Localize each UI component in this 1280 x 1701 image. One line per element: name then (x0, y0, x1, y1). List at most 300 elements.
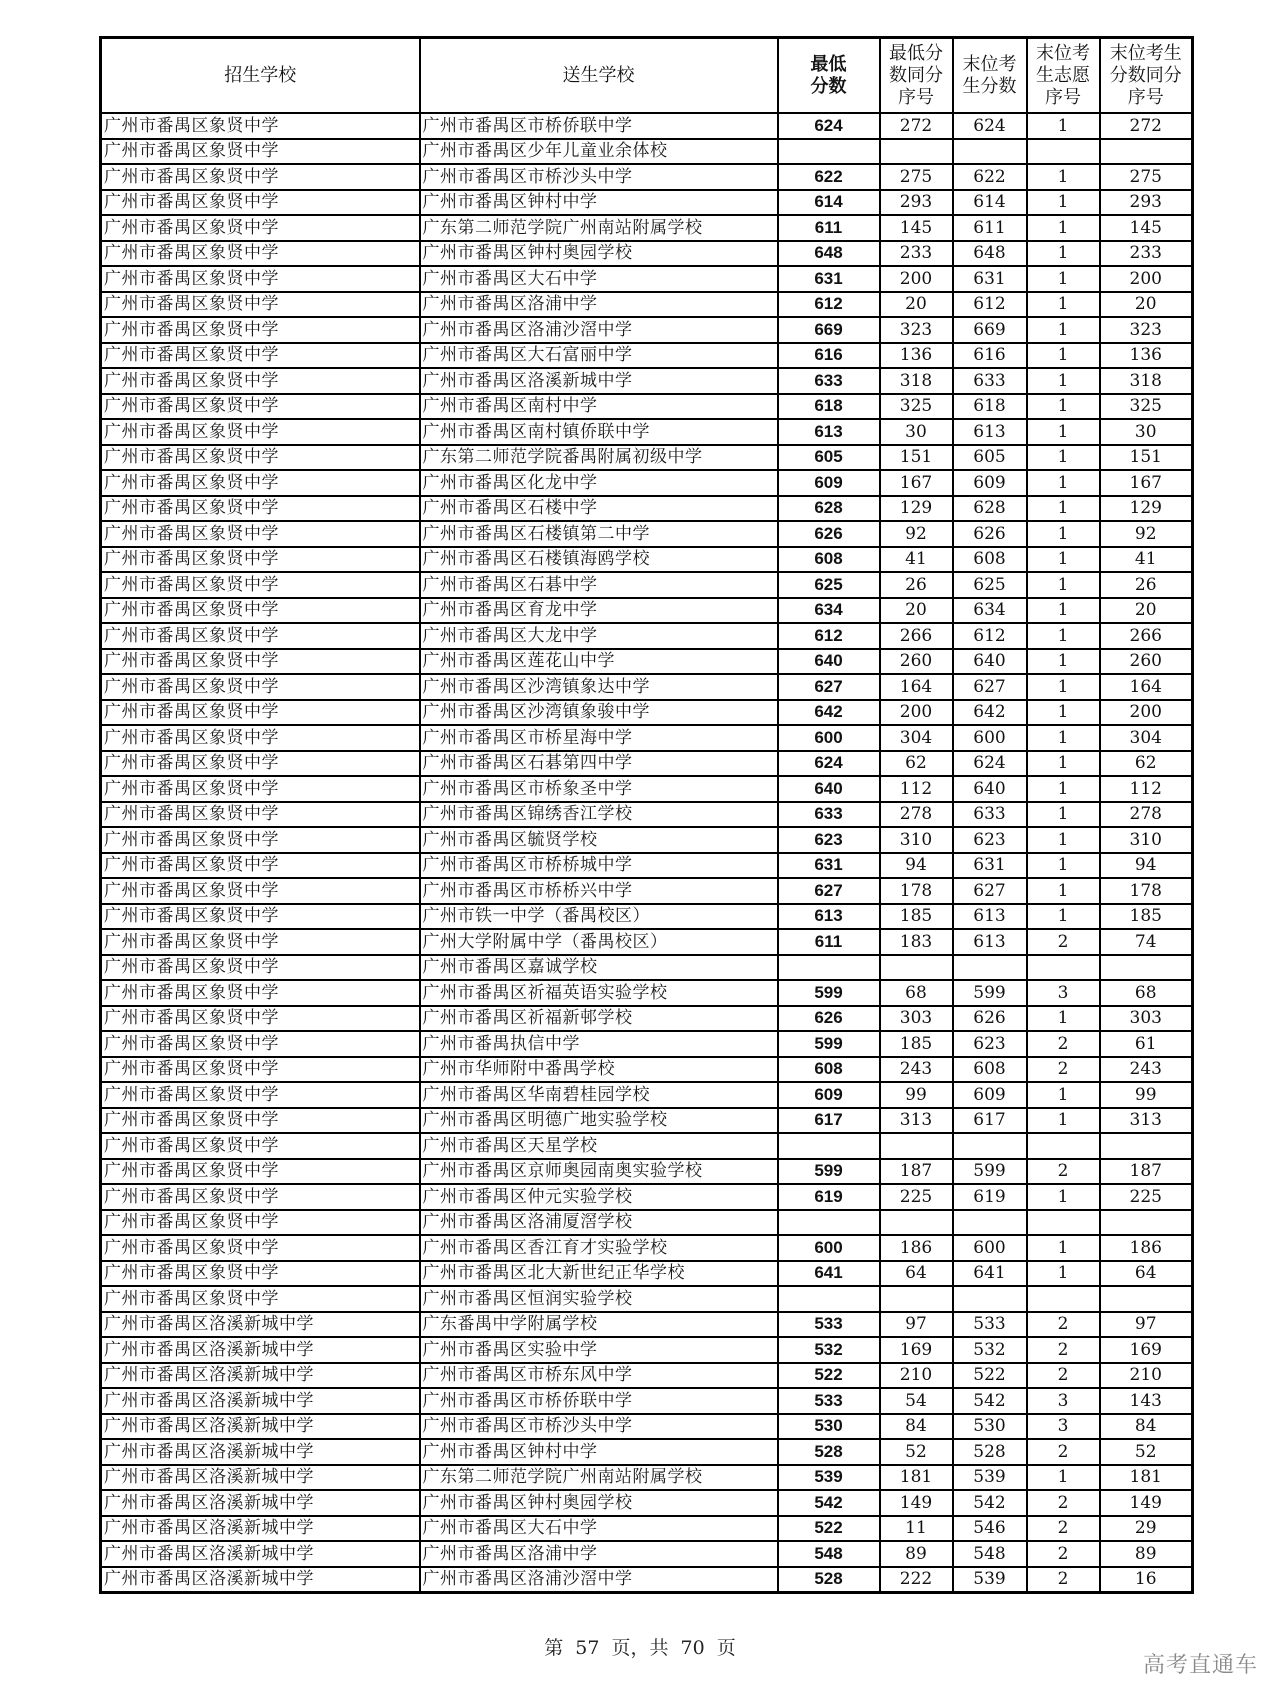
cell-sending-school: 广州市番禺区石楼镇海鸥学校 (420, 547, 778, 573)
table-row (101, 1388, 1193, 1414)
cell-min-score-rank: 129 (880, 496, 953, 522)
cell-last-rank: 94 (1100, 853, 1193, 879)
cell-last-rank: 145 (1100, 215, 1193, 241)
cell-last-score: 532 (953, 1337, 1027, 1363)
header-last-rank-label: 末位考生分数同分序号 (1109, 42, 1182, 108)
cell-min-score: 622 (778, 164, 880, 190)
cell-min-score (778, 1286, 880, 1312)
cell-sending-school: 广州市番禺区南村镇侨联中学 (420, 419, 778, 445)
cell-min-score-rank: 185 (880, 904, 953, 930)
cell-last-pref: 2 (1027, 1159, 1100, 1185)
cell-recruit-school: 广州市番禺区象贤中学 (101, 266, 420, 292)
cell-min-score: 614 (778, 190, 880, 216)
cell-recruit-school: 广州市番禺区象贤中学 (101, 547, 420, 573)
cell-sending-school: 广州大学附属中学（番禺校区） (420, 929, 778, 955)
cell-min-score: 618 (778, 394, 880, 420)
cell-recruit-school: 广州市番禺区洛溪新城中学 (101, 1363, 420, 1389)
cell-last-score: 616 (953, 343, 1027, 369)
cell-recruit-school: 广州市番禺区象贤中学 (101, 623, 420, 649)
cell-last-score: 533 (953, 1312, 1027, 1338)
cell-min-score-rank: 278 (880, 802, 953, 828)
cell-last-score: 619 (953, 1184, 1027, 1210)
cell-last-rank: 52 (1100, 1439, 1193, 1465)
cell-recruit-school: 广州市番禺区象贤中学 (101, 343, 420, 369)
cell-recruit-school: 广州市番禺区象贤中学 (101, 751, 420, 777)
cell-last-rank: 323 (1100, 317, 1193, 343)
cell-last-pref: 1 (1027, 368, 1100, 394)
cell-last-score: 539 (953, 1567, 1027, 1593)
cell-sending-school: 广州市番禺区石碁第四中学 (420, 751, 778, 777)
cell-recruit-school: 广州市番禺区象贤中学 (101, 496, 420, 522)
cell-recruit-school: 广州市番禺区象贤中学 (101, 419, 420, 445)
cell-last-score: 605 (953, 445, 1027, 471)
table-row (101, 496, 1193, 522)
cell-last-rank: 275 (1100, 164, 1193, 190)
cell-min-score-rank: 183 (880, 929, 953, 955)
table-row (101, 215, 1193, 241)
cell-min-score: 634 (778, 598, 880, 624)
cell-min-score-rank: 222 (880, 1567, 953, 1593)
cell-min-score-rank: 94 (880, 853, 953, 879)
cell-min-score: 648 (778, 241, 880, 267)
cell-last-pref: 1 (1027, 419, 1100, 445)
cell-last-score: 640 (953, 649, 1027, 675)
cell-last-rank: 149 (1100, 1490, 1193, 1516)
cell-sending-school: 广州市铁一中学（番禺校区） (420, 904, 778, 930)
cell-min-score-rank: 136 (880, 343, 953, 369)
cell-last-pref: 1 (1027, 853, 1100, 879)
cell-sending-school: 广州市番禺区洛浦中学 (420, 1541, 778, 1567)
cell-last-pref (1027, 1133, 1100, 1159)
cell-last-rank: 200 (1100, 266, 1193, 292)
cell-recruit-school: 广州市番禺区象贤中学 (101, 1006, 420, 1032)
cell-min-score-rank: 84 (880, 1414, 953, 1440)
cell-last-pref: 1 (1027, 649, 1100, 675)
cell-last-pref: 2 (1027, 1337, 1100, 1363)
cell-min-score-rank: 185 (880, 1031, 953, 1057)
cell-last-pref: 2 (1027, 1567, 1100, 1593)
cell-last-score: 608 (953, 547, 1027, 573)
cell-min-score: 613 (778, 904, 880, 930)
cell-last-score: 539 (953, 1465, 1027, 1491)
cell-min-score-rank (880, 1133, 953, 1159)
header-last-score-label: 末位考生分数 (962, 53, 1017, 97)
cell-last-rank: 167 (1100, 470, 1193, 496)
header-min-score-label: 最低分数 (810, 53, 847, 97)
cell-min-score: 528 (778, 1567, 880, 1593)
cell-min-score: 624 (778, 751, 880, 777)
cell-min-score-rank: 303 (880, 1006, 953, 1032)
cell-min-score-rank: 169 (880, 1337, 953, 1363)
table-row (101, 1133, 1193, 1159)
cell-sending-school: 广州市番禺区市桥侨联中学 (420, 113, 778, 139)
cell-min-score: 616 (778, 343, 880, 369)
cell-sending-school: 广州市番禺区洛浦中学 (420, 292, 778, 318)
cell-last-score (953, 139, 1027, 165)
cell-min-score (778, 1133, 880, 1159)
cell-sending-school: 广州市番禺区香江育才实验学校 (420, 1235, 778, 1261)
cell-sending-school: 广州市番禺区市桥星海中学 (420, 725, 778, 751)
cell-last-rank: 92 (1100, 521, 1193, 547)
cell-last-pref: 1 (1027, 317, 1100, 343)
cell-last-rank: 16 (1100, 1567, 1193, 1593)
cell-recruit-school: 广州市番禺区洛溪新城中学 (101, 1439, 420, 1465)
table-row (101, 776, 1193, 802)
cell-min-score: 533 (778, 1312, 880, 1338)
cell-sending-school: 广州市番禺区祈福新邨学校 (420, 1006, 778, 1032)
cell-sending-school: 广州市番禺区市桥桥兴中学 (420, 878, 778, 904)
cell-recruit-school: 广州市番禺区象贤中学 (101, 904, 420, 930)
cell-last-pref: 1 (1027, 1235, 1100, 1261)
cell-last-pref: 2 (1027, 1031, 1100, 1057)
table-row (101, 1414, 1193, 1440)
cell-min-score: 669 (778, 317, 880, 343)
cell-sending-school: 广州市番禺区钟村中学 (420, 190, 778, 216)
cell-min-score: 626 (778, 521, 880, 547)
cell-sending-school: 广州市番禺区实验中学 (420, 1337, 778, 1363)
cell-recruit-school: 广州市番禺区洛溪新城中学 (101, 1465, 420, 1491)
cell-last-rank: 304 (1100, 725, 1193, 751)
cell-last-score: 618 (953, 394, 1027, 420)
cell-last-rank: 178 (1100, 878, 1193, 904)
cell-last-pref: 1 (1027, 394, 1100, 420)
cell-recruit-school: 广州市番禺区象贤中学 (101, 980, 420, 1006)
cell-last-rank: 266 (1100, 623, 1193, 649)
cell-last-pref: 2 (1027, 1516, 1100, 1542)
cell-last-score: 548 (953, 1541, 1027, 1567)
cell-min-score-rank: 30 (880, 419, 953, 445)
cell-last-score: 623 (953, 827, 1027, 853)
cell-min-score-rank (880, 955, 953, 981)
cell-recruit-school: 广州市番禺区象贤中学 (101, 802, 420, 828)
cell-min-score-rank: 178 (880, 878, 953, 904)
table-row (101, 1082, 1193, 1108)
cell-recruit-school: 广州市番禺区洛溪新城中学 (101, 1388, 420, 1414)
cell-recruit-school: 广州市番禺区象贤中学 (101, 1184, 420, 1210)
table-row (101, 368, 1193, 394)
table-row (101, 700, 1193, 726)
cell-min-score: 627 (778, 674, 880, 700)
cell-min-score: 619 (778, 1184, 880, 1210)
cell-last-pref: 1 (1027, 674, 1100, 700)
cell-recruit-school: 广州市番禺区象贤中学 (101, 317, 420, 343)
cell-min-score: 609 (778, 470, 880, 496)
cell-last-pref (1027, 1210, 1100, 1236)
cell-last-pref: 1 (1027, 1184, 1100, 1210)
cell-sending-school: 广州市番禺区南村中学 (420, 394, 778, 420)
cell-min-score: 542 (778, 1490, 880, 1516)
cell-min-score-rank: 89 (880, 1541, 953, 1567)
cell-min-score: 548 (778, 1541, 880, 1567)
cell-sending-school: 广州市番禺区大龙中学 (420, 623, 778, 649)
table-row (101, 343, 1193, 369)
cell-min-score-rank: 68 (880, 980, 953, 1006)
cell-last-rank: 74 (1100, 929, 1193, 955)
table-row (101, 139, 1193, 165)
cell-sending-school: 广东第二师范学院广州南站附属学校 (420, 1465, 778, 1491)
table-row (101, 1108, 1193, 1134)
cell-last-rank: 260 (1100, 649, 1193, 675)
cell-min-score: 611 (778, 929, 880, 955)
cell-last-pref: 1 (1027, 827, 1100, 853)
cell-sending-school: 广州市番禺执信中学 (420, 1031, 778, 1057)
cell-last-pref: 2 (1027, 1439, 1100, 1465)
table-row (101, 1516, 1193, 1542)
cell-recruit-school: 广州市番禺区象贤中学 (101, 776, 420, 802)
header-min-score-rank (880, 38, 953, 114)
table-row (101, 113, 1193, 139)
cell-recruit-school: 广州市番禺区象贤中学 (101, 215, 420, 241)
cell-last-rank: 187 (1100, 1159, 1193, 1185)
cell-recruit-school: 广州市番禺区象贤中学 (101, 700, 420, 726)
cell-last-score: 528 (953, 1439, 1027, 1465)
cell-min-score: 532 (778, 1337, 880, 1363)
cell-last-score: 614 (953, 190, 1027, 216)
cell-min-score-rank: 99 (880, 1082, 953, 1108)
cell-sending-school: 广州市番禺区洛浦沙滘中学 (420, 317, 778, 343)
cell-min-score: 605 (778, 445, 880, 471)
cell-last-pref: 1 (1027, 547, 1100, 573)
table-row (101, 521, 1193, 547)
cell-last-rank: 97 (1100, 1312, 1193, 1338)
cell-last-score: 613 (953, 929, 1027, 955)
cell-last-rank: 112 (1100, 776, 1193, 802)
cell-recruit-school: 广州市番禺区象贤中学 (101, 139, 420, 165)
cell-last-pref: 1 (1027, 470, 1100, 496)
cell-last-score: 600 (953, 1235, 1027, 1261)
cell-last-rank: 61 (1100, 1031, 1193, 1057)
cell-recruit-school: 广州市番禺区象贤中学 (101, 521, 420, 547)
cell-last-pref: 1 (1027, 215, 1100, 241)
cell-last-score: 624 (953, 751, 1027, 777)
cell-min-score (778, 139, 880, 165)
cell-sending-school: 广州市番禺区沙湾镇象达中学 (420, 674, 778, 700)
table-row (101, 1006, 1193, 1032)
header-last-pref-label: 末位考生志愿序号 (1036, 42, 1090, 108)
cell-last-pref: 1 (1027, 496, 1100, 522)
cell-last-score: 600 (953, 725, 1027, 751)
cell-min-score: 522 (778, 1363, 880, 1389)
table-row (101, 266, 1193, 292)
table-row (101, 1490, 1193, 1516)
cell-min-score-rank: 145 (880, 215, 953, 241)
cell-sending-school: 广州市番禺区钟村奥园学校 (420, 1490, 778, 1516)
cell-last-score: 530 (953, 1414, 1027, 1440)
cell-last-rank: 272 (1100, 113, 1193, 139)
cell-last-pref: 1 (1027, 802, 1100, 828)
cell-sending-school: 广州市番禺区洛溪新城中学 (420, 368, 778, 394)
table-row (101, 292, 1193, 318)
cell-min-score-rank: 54 (880, 1388, 953, 1414)
cell-recruit-school: 广州市番禺区象贤中学 (101, 164, 420, 190)
cell-last-rank: 310 (1100, 827, 1193, 853)
table-row (101, 1541, 1193, 1567)
cell-last-score: 669 (953, 317, 1027, 343)
table-row (101, 1312, 1193, 1338)
cell-last-rank (1100, 955, 1193, 981)
cell-min-score-rank: 181 (880, 1465, 953, 1491)
cell-min-score-rank (880, 1286, 953, 1312)
cell-min-score (778, 1210, 880, 1236)
cell-min-score: 522 (778, 1516, 880, 1542)
cell-last-rank: 185 (1100, 904, 1193, 930)
cell-min-score: 528 (778, 1439, 880, 1465)
table-row (101, 1184, 1193, 1210)
cell-last-pref: 1 (1027, 164, 1100, 190)
cell-min-score-rank: 149 (880, 1490, 953, 1516)
cell-recruit-school: 广州市番禺区象贤中学 (101, 827, 420, 853)
cell-last-score: 633 (953, 368, 1027, 394)
cell-min-score-rank: 304 (880, 725, 953, 751)
cell-min-score-rank: 186 (880, 1235, 953, 1261)
page-indicator: 第 57 页，共 70 页 (544, 1637, 736, 1659)
table-row (101, 241, 1193, 267)
cell-last-pref: 1 (1027, 241, 1100, 267)
cell-min-score-rank: 167 (880, 470, 953, 496)
cell-last-rank: 210 (1100, 1363, 1193, 1389)
cell-recruit-school: 广州市番禺区象贤中学 (101, 1286, 420, 1312)
cell-last-score: 542 (953, 1490, 1027, 1516)
table-row (101, 1337, 1193, 1363)
cell-recruit-school: 广州市番禺区洛溪新城中学 (101, 1312, 420, 1338)
table-row (101, 598, 1193, 624)
cell-recruit-school: 广州市番禺区象贤中学 (101, 1057, 420, 1083)
cell-min-score: 626 (778, 1006, 880, 1032)
cell-last-pref (1027, 139, 1100, 165)
cell-recruit-school: 广州市番禺区象贤中学 (101, 572, 420, 598)
cell-sending-school: 广东番禺中学附属学校 (420, 1312, 778, 1338)
cell-min-score-rank: 266 (880, 623, 953, 649)
table-row (101, 1439, 1193, 1465)
cell-sending-school: 广州市番禺区大石富丽中学 (420, 343, 778, 369)
cell-last-score: 612 (953, 292, 1027, 318)
cell-last-pref: 1 (1027, 623, 1100, 649)
cell-last-score: 631 (953, 853, 1027, 879)
header-sending-school: 送生学校 (420, 38, 778, 114)
cell-min-score-rank: 293 (880, 190, 953, 216)
cell-sending-school: 广州市华师附中番禺学校 (420, 1057, 778, 1083)
cell-min-score: 617 (778, 1108, 880, 1134)
cell-min-score-rank: 210 (880, 1363, 953, 1389)
cell-sending-school: 广州市番禺区化龙中学 (420, 470, 778, 496)
cell-min-score: 623 (778, 827, 880, 853)
table-row (101, 980, 1193, 1006)
cell-recruit-school: 广州市番禺区洛溪新城中学 (101, 1541, 420, 1567)
cell-last-pref: 3 (1027, 980, 1100, 1006)
cell-recruit-school: 广州市番禺区象贤中学 (101, 674, 420, 700)
cell-recruit-school: 广州市番禺区洛溪新城中学 (101, 1490, 420, 1516)
table-row (101, 317, 1193, 343)
table-row (101, 394, 1193, 420)
cell-sending-school: 广州市番禺区天星学校 (420, 1133, 778, 1159)
cell-last-rank: 233 (1100, 241, 1193, 267)
header-last-rank (1100, 38, 1193, 114)
cell-last-rank: 200 (1100, 700, 1193, 726)
cell-last-score (953, 1286, 1027, 1312)
cell-last-rank: 26 (1100, 572, 1193, 598)
table-row (101, 1567, 1193, 1593)
cell-last-pref: 1 (1027, 904, 1100, 930)
cell-recruit-school: 广州市番禺区洛溪新城中学 (101, 1567, 420, 1593)
cell-min-score-rank: 187 (880, 1159, 953, 1185)
cell-last-score: 613 (953, 904, 1027, 930)
cell-last-pref: 1 (1027, 776, 1100, 802)
table-row (101, 1235, 1193, 1261)
header-last-score (953, 38, 1027, 114)
table-row (101, 1031, 1193, 1057)
cell-last-pref: 2 (1027, 1490, 1100, 1516)
cell-min-score: 640 (778, 649, 880, 675)
cell-min-score-rank: 26 (880, 572, 953, 598)
cell-recruit-school: 广州市番禺区象贤中学 (101, 292, 420, 318)
table-row (101, 1159, 1193, 1185)
cell-sending-school: 广东第二师范学院广州南站附属学校 (420, 215, 778, 241)
cell-min-score (778, 955, 880, 981)
cell-last-score: 599 (953, 1159, 1027, 1185)
cell-last-pref: 1 (1027, 700, 1100, 726)
table-row (101, 419, 1193, 445)
cell-last-rank: 29 (1100, 1516, 1193, 1542)
cell-last-rank (1100, 1210, 1193, 1236)
header-recruit-school: 招生学校 (101, 38, 420, 114)
cell-min-score: 609 (778, 1082, 880, 1108)
table-row (101, 445, 1193, 471)
cell-recruit-school: 广州市番禺区象贤中学 (101, 241, 420, 267)
cell-recruit-school: 广州市番禺区象贤中学 (101, 1210, 420, 1236)
cell-sending-school: 广州市番禺区洛浦厦滘学校 (420, 1210, 778, 1236)
cell-last-pref: 1 (1027, 292, 1100, 318)
cell-last-pref: 1 (1027, 1261, 1100, 1287)
cell-last-rank: 64 (1100, 1261, 1193, 1287)
cell-last-rank: 62 (1100, 751, 1193, 777)
cell-last-score: 609 (953, 1082, 1027, 1108)
cell-min-score: 608 (778, 547, 880, 573)
cell-recruit-school: 广州市番禺区象贤中学 (101, 113, 420, 139)
table-row (101, 649, 1193, 675)
cell-last-pref: 2 (1027, 1541, 1100, 1567)
cell-min-score: 611 (778, 215, 880, 241)
cell-min-score: 613 (778, 419, 880, 445)
cell-sending-school: 广州市番禺区市桥侨联中学 (420, 1388, 778, 1414)
cell-min-score-rank: 92 (880, 521, 953, 547)
header-min-score (778, 38, 880, 114)
cell-min-score-rank: 97 (880, 1312, 953, 1338)
cell-min-score: 608 (778, 1057, 880, 1083)
cell-last-score (953, 1210, 1027, 1236)
cell-last-score: 642 (953, 700, 1027, 726)
cell-min-score: 627 (778, 878, 880, 904)
cell-last-rank (1100, 1133, 1193, 1159)
cell-min-score: 599 (778, 1031, 880, 1057)
table-body (101, 113, 1193, 1593)
cell-sending-school: 广州市番禺区毓贤学校 (420, 827, 778, 853)
cell-min-score-rank: 325 (880, 394, 953, 420)
cell-last-score: 641 (953, 1261, 1027, 1287)
cell-last-score: 611 (953, 215, 1027, 241)
cell-last-rank: 143 (1100, 1388, 1193, 1414)
cell-last-rank: 186 (1100, 1235, 1193, 1261)
cell-sending-school: 广州市番禺区市桥沙头中学 (420, 164, 778, 190)
cell-last-rank: 129 (1100, 496, 1193, 522)
cell-min-score-rank: 272 (880, 113, 953, 139)
cell-min-score: 633 (778, 368, 880, 394)
cell-last-pref: 1 (1027, 1006, 1100, 1032)
cell-sending-school: 广州市番禺区华南碧桂园学校 (420, 1082, 778, 1108)
cell-last-score: 626 (953, 521, 1027, 547)
cell-last-pref: 1 (1027, 113, 1100, 139)
cell-recruit-school: 广州市番禺区象贤中学 (101, 1031, 420, 1057)
cell-min-score: 539 (778, 1465, 880, 1491)
